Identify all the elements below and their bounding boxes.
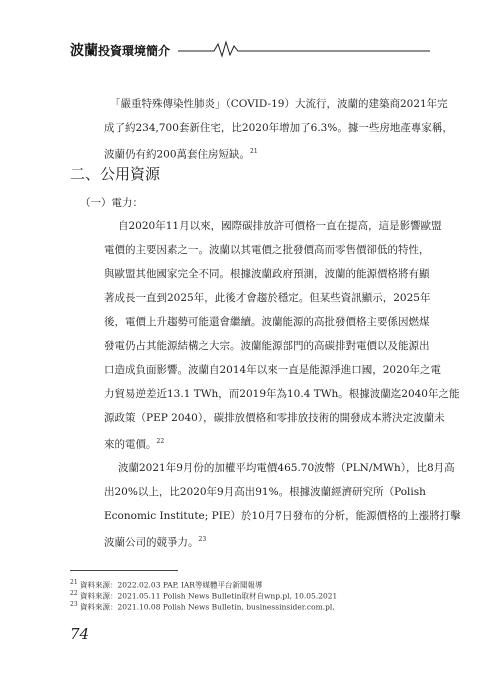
p1-line-8: 力貿易逆差近13.1 TWh，而2019年為10.4 TWh。根據波蘭迄2040年之能: [104, 388, 460, 400]
intro-line-3: 波蘭仍有約200萬套住房短缺。$^{21}$: [104, 148, 258, 161]
p2-line-3: Economic Institute; PIE）於10月7日發布的分析，能源價格的上漲將打擊: [104, 510, 461, 522]
footnote-23: $^{23}$ 資料來源：2021.10.08 Polish News Bulletin, businessinsider.com.pl,: [70, 601, 335, 612]
p2-line-1: 波蘭2021年9月份的加權平均電價465.70波幣（PLN/MWh），比8月高: [118, 462, 455, 474]
subsection-title: （一）電力：: [80, 197, 143, 209]
footnote-22: $^{22}$ 資料來源：2021.05.11 Polish News Bulletin取材自wnp.pl, 10.05.2021: [70, 590, 338, 601]
intro-line-1: 「嚴重特殊傳染性肺炎」（COVID-19）大流行，波蘭的建築商2021年完: [110, 98, 448, 110]
p1-line-6: 發電仍占其能源結構之大宗。波蘭能源部門的高碳排對電價以及能源出: [104, 340, 430, 352]
footnote-ref-22: 22: [156, 438, 165, 445]
p1-line-4: 著成長一直到2025年，此後才會趨於穩定。但某些資訊顯示，2025年: [104, 292, 431, 304]
p1-line-10: 來的電價。$^{22}$: [104, 438, 165, 451]
p1-line-3: 與歐盟其他國家完全不同。根據波蘭政府預測，波蘭的能源價格將有顯: [104, 268, 430, 280]
p1-line-2: 電價的主要因素之一。波蘭以其電價之批發價高而零售價卻低的特性，: [104, 244, 430, 256]
section-title: 二、公用資源: [70, 165, 161, 183]
p1-line-7: 口造成負面影響。波蘭自2014年以來一直是能源淨進口國，2020年之電: [104, 364, 441, 376]
p2-line-2: 出20%以上，比2020年9月高出91%。根據波蘭經濟研究所（Polish: [104, 486, 426, 498]
footnote-divider: [70, 570, 178, 571]
header-title: [70, 40, 170, 60]
p1-line-1: 自2020年11月以來，國際碳排放許可價格一直在提高，這是影響歐盟: [118, 220, 442, 232]
p1-line-9: 源政策（PEP 2040），碳排放價格和零排放技術的開發成本將決定波蘭未: [104, 412, 445, 424]
intro-line-2: 成了約234,700套新住宅，比2020年增加了6.3%。據一些房地產專家稱，: [104, 122, 453, 134]
p1-line-5: 後，電價上升趨勢可能還會繼續。波蘭能源的高批發價格主要係因燃煤: [104, 316, 430, 328]
p2-line-4: 波蘭公司的競爭力。$^{23}$: [104, 536, 207, 549]
header-wave-line: [178, 38, 430, 60]
header-title-sub: 投資環境簡介: [98, 44, 171, 58]
footnote-ref-21: 21: [250, 148, 258, 155]
page-number: 74: [70, 625, 90, 643]
header-title-main: 波蘭: [70, 43, 98, 59]
footnote-ref-23: 23: [198, 536, 207, 543]
footnote-21: $^{21}$ 資料來源：2022.02.03 PAP, IAR等媒體平台新聞報導: [70, 579, 263, 590]
page-header: [70, 38, 430, 60]
